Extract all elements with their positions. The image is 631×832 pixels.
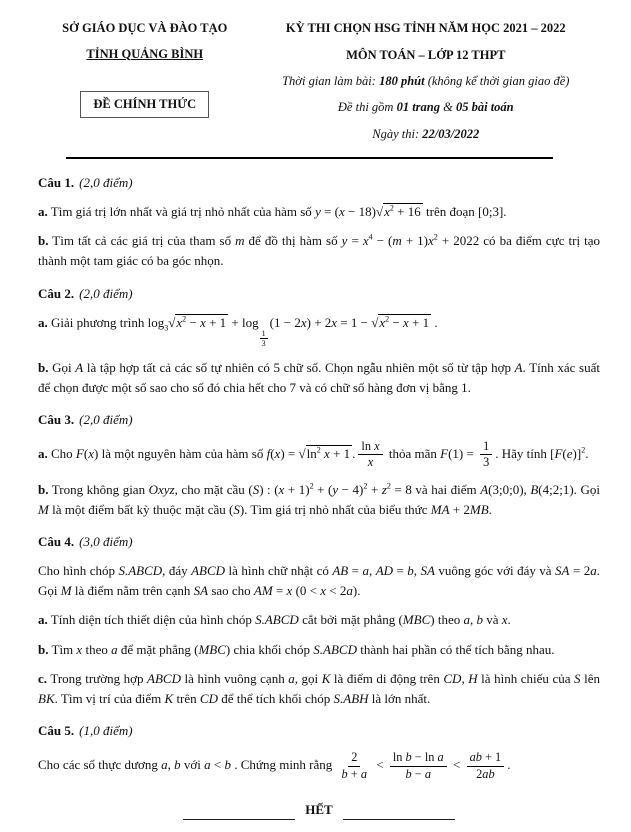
question-part: b. Trong không gian Oxyz, cho mặt cầu (S) : $(x + 1)^2 + (y - 4)^2 + z^2 = 8$ và hai điểm A(3;0;0), B(4;2;1). Gọi M là một điểm bất kỳ thuộc mặt cầu (S). Tìm giá trị nhỏ nhất của biểu thức MA + 2MB. <box>38 481 600 517</box>
question-part: b. Tìm x theo a để mặt phẳng (MBC) chia khối chóp S.ABCD thành hai phần có thể tích bằng nhau. <box>38 641 555 657</box>
province-name: TỈNH QUẢNG BÌNH <box>86 46 204 61</box>
question-label: Câu 5. <box>38 723 75 739</box>
question-2-heading <box>38 284 600 304</box>
end-label: HẾT <box>305 802 333 818</box>
question-part: Cho các số thực dương a, b với a < b . Chứng minh rằng $\frac{2}{b + a}$ < $\frac{\text{ln b − ln a}}{b - a}$ < $\frac{ab + 1}{2ab}$ . <box>38 750 511 781</box>
end-line-right <box>343 806 455 820</box>
exam-subject: MÔN TOÁN – LỚP 12 THPT <box>346 47 506 62</box>
official-exam-box: ĐỀ CHÍNH THỨC <box>80 91 209 118</box>
question-part: c. Trong trường hợp ABCD là hình vuông cạnh a, gọi K là điểm di động trên CD, H là hình chiếu của S lên BK. Tìm vị trí của điểm K trên CD để thể tích khối chóp S.ABH là lớn nhất. <box>38 670 600 706</box>
department-name: SỞ GIÁO DỤC VÀ ĐÀO TẠO <box>62 21 228 35</box>
question-5-heading <box>38 721 600 741</box>
question-points: (1,0 điểm) <box>79 723 133 739</box>
question-part: Cho hình chóp S.ABCD, đáy ABCD là hình chữ nhật có AB = a, AD = b, SA vuông góc với đáy và SA = 2a. Gọi M là điểm nằm trên cạnh SA sao cho AM = x (0 < x < 2a). <box>38 563 601 599</box>
header-left <box>38 20 252 144</box>
question-label: Câu 1. <box>38 175 75 190</box>
question-3-heading <box>38 410 600 430</box>
question-2-blocks <box>38 313 600 398</box>
exam-date: Ngày thi: 22/03/2022 <box>372 126 480 141</box>
question-1-blocks <box>38 202 600 271</box>
header-right <box>252 20 600 144</box>
question-part: b. Tìm tất cả các giá trị của tham số m để đồ thị hàm số $y = x^4 - (m + 1)x^2 + 2022$ có ba điểm cực trị tạo thành một tam giác có ba góc nhọn. <box>38 232 600 269</box>
question-part: a. Tìm giá trị lớn nhất và giá trị nhỏ nhất của hàm số $y = (x - 18)√x^2 + 16$ trên đoạn [0;3]. <box>38 203 507 220</box>
footer-end <box>38 800 600 820</box>
exam-title: KỲ THI CHỌN HSG TỈNH NĂM HỌC 2021 – 2022 <box>285 21 566 35</box>
question-1-heading <box>38 173 600 193</box>
question-part: a. Tính diện tích thiết diện của hình chóp S.ABCD cắt bởi mặt phẳng (MBC) theo a, b và x. <box>38 612 511 628</box>
question-3-blocks <box>38 439 600 520</box>
question-label: Câu 2. <box>38 285 75 301</box>
question-points: (2,0 điểm) <box>79 175 133 190</box>
exam-duration: Thời gian làm bài: 180 phút (không kể thời gian giao đề) <box>282 73 570 88</box>
questions <box>38 173 600 782</box>
question-label: Câu 3. <box>38 411 75 427</box>
question-points: (2,0 điểm) <box>79 411 133 427</box>
question-points: (2,0 điểm) <box>79 285 133 301</box>
header-divider <box>66 157 553 159</box>
question-4-heading <box>38 532 600 552</box>
question-5-blocks <box>38 750 600 782</box>
end-line-left <box>183 806 295 820</box>
question-part: a. Giải phương trình $\log_3√x^2 - x + 1 + \log$ $\frac{1}{3}$ $(1 - 2x) + 2x = 1 - √x^2 - x + 1$ . <box>38 314 438 349</box>
question-4-blocks <box>38 561 600 709</box>
question-part: b. Gọi A là tập hợp tất cả các số tự nhiên có 5 chữ số. Chọn ngẫu nhiên một số từ tập hợp A. Tính xác suất để chọn được một số sao cho số đó chia hết cho 7 và có chữ số hàng đơn vị bằng 1. <box>38 359 600 395</box>
question-points: (3,0 điểm) <box>79 534 133 550</box>
question-label: Câu 4. <box>38 534 75 550</box>
header <box>38 20 600 144</box>
exam-format: Đề thi gồm 01 trang & 05 bài toán <box>337 100 514 115</box>
question-part: a. Cho F(x) là một nguyên hàm của hàm số $f(x) = √\ln^2$ x + 1 . $\frac{\text{ln x}}{x}$ thỏa mãn F(1) = $\frac{1}{3}$ . Hãy tính $[F(e)]^2$. <box>38 438 589 470</box>
